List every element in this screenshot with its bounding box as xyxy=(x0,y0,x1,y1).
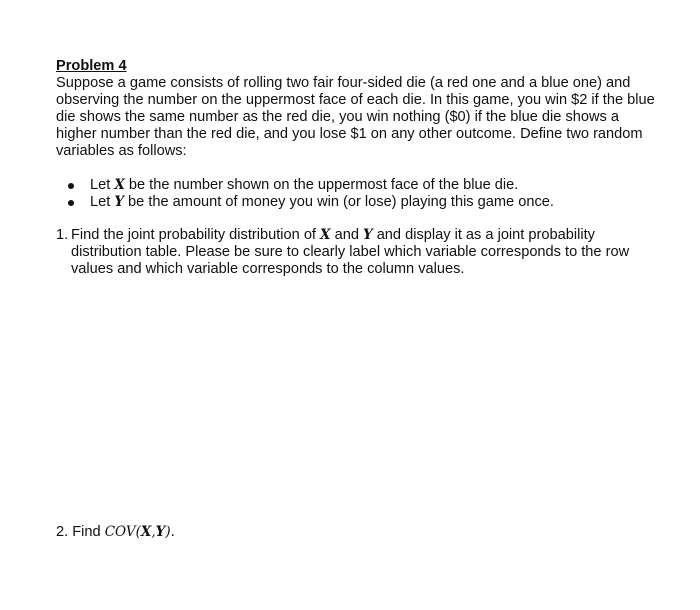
variable-x: X xyxy=(140,524,152,540)
question-2 xyxy=(56,524,175,541)
variable-x: X xyxy=(320,227,331,243)
question-number: 1. xyxy=(56,227,69,243)
paren-open: ( xyxy=(135,524,141,540)
cov-function: COV xyxy=(104,524,136,540)
bullet-text-pre: Let xyxy=(90,194,115,210)
comma: , xyxy=(151,524,156,540)
paren-close: ). xyxy=(165,524,175,540)
question-text-post: and display it as a joint probability distribution table. Please be sure to clearly label which variable corresponds to the row values and which variable corresponds to the column values. xyxy=(71,227,630,277)
variable-y: Y xyxy=(114,194,124,210)
variable-y: Y xyxy=(363,227,373,243)
list-item xyxy=(60,194,656,211)
problem-intro: Suppose a game consists of rolling two fair four-sided die (a red one and a blue one) and observing the number on the uppermost face of each die. In this game, you win $2 if the blue die shows the same number as the red die, you win nothing ($0) if the blue die shows a higher number than the red die, and you lose $1 on any other outcome. Define two random variables as follows: xyxy=(56,75,655,159)
variable-y: Y xyxy=(155,524,166,540)
question-number: 2. xyxy=(56,524,69,540)
bullet-icon xyxy=(68,183,74,189)
question-list xyxy=(56,227,656,278)
question-1 xyxy=(56,227,656,278)
bullet-icon xyxy=(68,200,74,206)
variable-definitions xyxy=(56,177,656,211)
list-item xyxy=(60,177,656,194)
bullet-text-post: be the number shown on the uppermost face of the blue die. xyxy=(124,177,519,193)
variable-x: X xyxy=(114,177,125,193)
problem-block xyxy=(56,58,656,278)
question-text-mid: and xyxy=(330,227,363,243)
question-text-pre: Find the joint probability distribution of xyxy=(71,227,321,243)
question-text-pre: Find xyxy=(72,524,105,540)
problem-title: Problem 4 xyxy=(56,58,127,74)
bullet-text-pre: Let xyxy=(90,177,115,193)
bullet-text-post: be the amount of money you win (or lose) playing this game once. xyxy=(123,194,554,210)
